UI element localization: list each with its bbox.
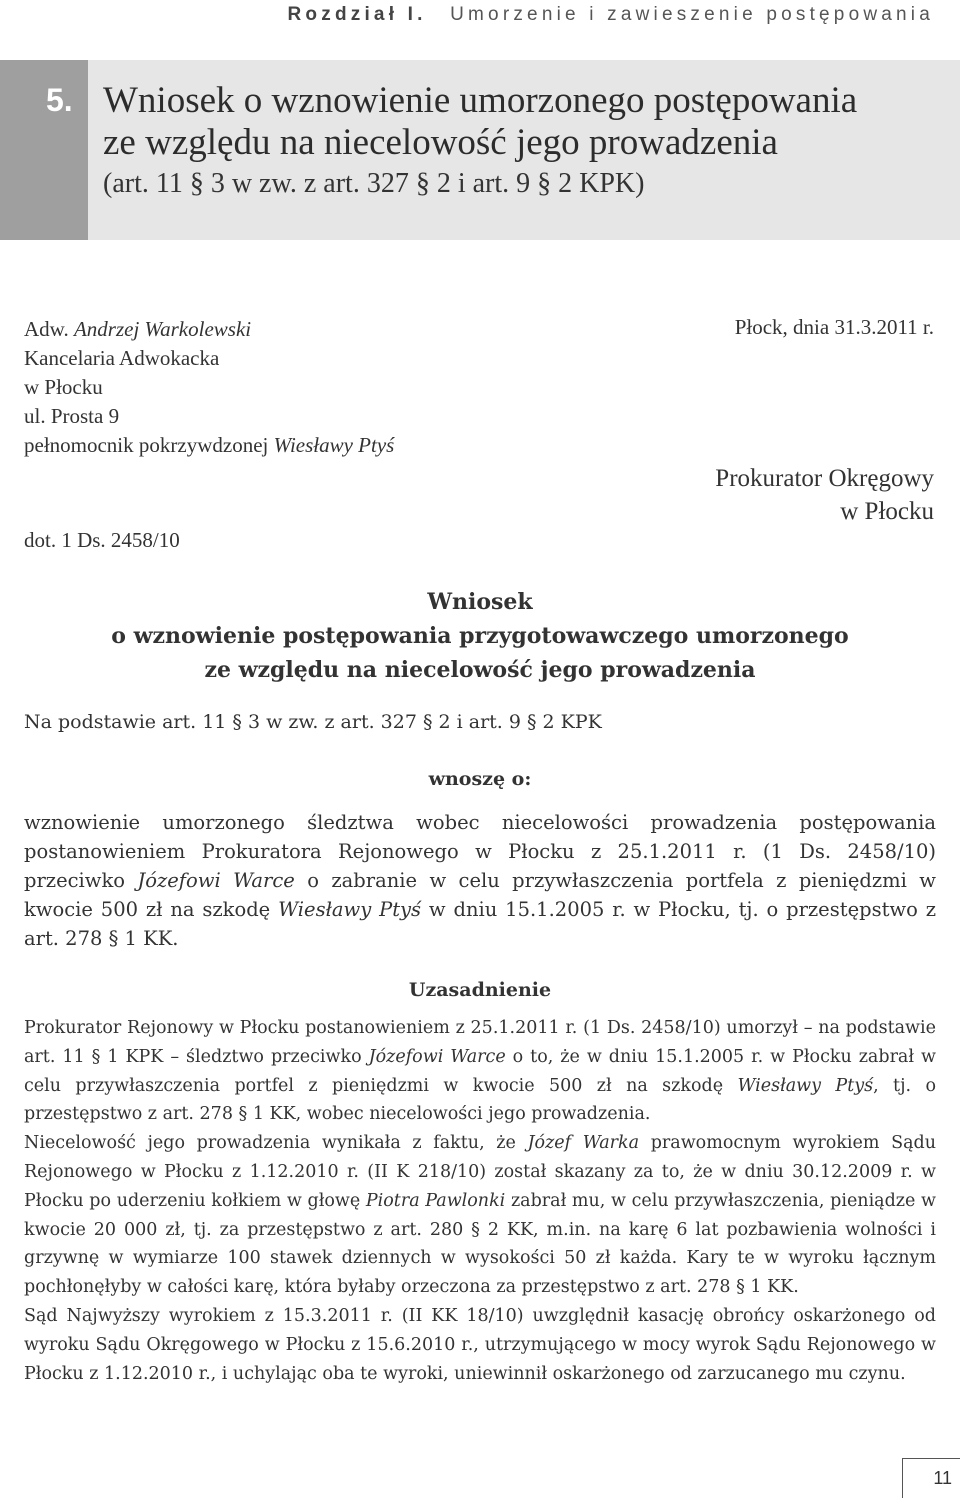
page-number-rule xyxy=(902,1458,960,1459)
sender-client: Wiesławy Ptyś xyxy=(273,433,395,457)
section-title-line: ze względu na niecelowość jego prowadzenia xyxy=(103,122,778,163)
section-title xyxy=(103,80,857,164)
sender-prefix: Adw. xyxy=(24,317,69,341)
justification-heading: Uzasadnienie xyxy=(408,979,552,1001)
request-text: o zabranie w celu przywłaszczenia portfela z pieniędzmi w kwocie 500 zł na szkodę xyxy=(24,869,936,921)
addressee-line: Prokurator Okręgowy xyxy=(715,465,934,492)
justification-body xyxy=(24,1014,936,1388)
document-title-line: Wniosek xyxy=(427,589,533,615)
request-paragraph xyxy=(24,808,936,953)
addressee-line: w Płocku xyxy=(840,498,934,525)
defendant-name: Józef Warka xyxy=(527,1133,640,1154)
section-title-line: Wniosek o wznowienie umorzonego postępowania xyxy=(103,80,858,121)
chapter-title: Umorzenie i zawieszenie postępowania xyxy=(450,4,934,25)
chapter-label: Rozdział I. xyxy=(287,4,427,25)
justification-paragraph: Prokurator Rejonowy w Płocku postanowieniem z 25.1.2011 r. (1 Ds. 2458/10) umorzył – na podstawie art. 11 § 1 KPK – śledztwo przeciwko Józefowi Warce o to, że w dniu 15.1.2005 r. w Płocku zabrał w celu przywłaszczenia portfel z pieniędzmi w kwocie 500 zł na szkodę Wiesławy Ptyś, tj. o przestępstwo z art. 278 § 1 KK, wobec niecelowości jego prowadzenia. xyxy=(24,1018,937,1125)
running-header xyxy=(288,4,934,26)
page-number: 11 xyxy=(933,1468,952,1488)
victim-name: Wiesławy Ptyś xyxy=(278,898,422,921)
addressee-block xyxy=(715,462,934,528)
request-text: w dniu 15.1.2005 r. w Płocku, tj. o przestępstwo z art. 278 § 1 KK. xyxy=(24,898,936,950)
page-number-rule xyxy=(902,1458,903,1498)
section-number: 5. xyxy=(46,82,73,118)
section-legal-basis: (art. 11 § 3 w zw. z art. 327 § 2 i art. 9 § 2 KPK) xyxy=(103,168,645,199)
place-date: Płock, dnia 31.3.2011 r. xyxy=(734,315,934,339)
sender-name: Andrzej Warkolewski xyxy=(73,317,252,341)
document-title-line: ze względu na niecelowość jego prowadzenia xyxy=(204,657,756,683)
case-reference: dot. 1 Ds. 2458/10 xyxy=(24,528,180,552)
defendant-name: Józefowi Warce xyxy=(368,1046,506,1067)
sender-block xyxy=(24,315,394,460)
request-text: wznowienie umorzonego śledztwa wobec niecelowości prowadzenia postępowania postanowieniem Prokuratora Rejonowego w Płocku z 25.1.2011 r. (1 Ds. 2458/10) przeciwko xyxy=(24,811,936,892)
defendant-name: Józefowi Warce xyxy=(137,869,295,892)
sender-street: ul. Prosta 9 xyxy=(24,404,120,428)
justification-paragraph: Niecelowość jego prowadzenia wynikała z faktu, że Józef Warka prawomocnym wyrokiem Sądu Rejonowego w Płocku z 1.12.2010 r. (II K 218/10) został skazany za to, że w dniu 30.12.2009 r. w Płocku po uderzeniu kołkiem w głowę Piotra Pawlonki zabrał mu, w celu przywłaszczenia, pieniądze w kwocie 20 000 zł, tj. za przestępstwo z art. 280 § 2 KK, m.in. na karę 6 lat pozbawienia wolności i grzywnę w wymiarze 100 stawek dziennych w wysokości 50 zł każda. Kary te w wyroku łącznym pochłonęłyby w całości karę, która byłaby orzeczona za przestępstwo z art. 278 § 1 KK. xyxy=(24,1133,937,1298)
request-heading: wnoszę o: xyxy=(428,768,532,790)
sender-role: pełnomocnik pokrzywdzonej xyxy=(24,433,269,457)
other-victim-name: Piotra Pawlonki xyxy=(365,1190,506,1211)
document-title xyxy=(0,585,960,687)
legal-basis-line: Na podstawie art. 11 § 3 w zw. z art. 327 § 2 i art. 9 § 2 KPK xyxy=(24,711,602,733)
sender-office: Kancelaria Adwokacka xyxy=(24,346,220,370)
document-title-line: o wznowienie postępowania przygotowawczego umorzonego xyxy=(111,623,849,649)
victim-name: Wiesławy Ptyś xyxy=(737,1075,874,1096)
sender-city: w Płocku xyxy=(24,375,103,399)
justification-paragraph: Sąd Najwyższy wyrokiem z 15.3.2011 r. (II KK 18/10) uwzględnił kasację obrońcy oskarżonego od wyroku Sądu Okręgowego w Płocku z 15.6.2010 r., utrzymującego w mocy wyrok Sądu Rejonowego w Płocku z 1.12.2010 r., i uchylając oba te wyroki, uniewinnił oskarżonego od zarzucanego mu czynu. xyxy=(24,1305,936,1384)
